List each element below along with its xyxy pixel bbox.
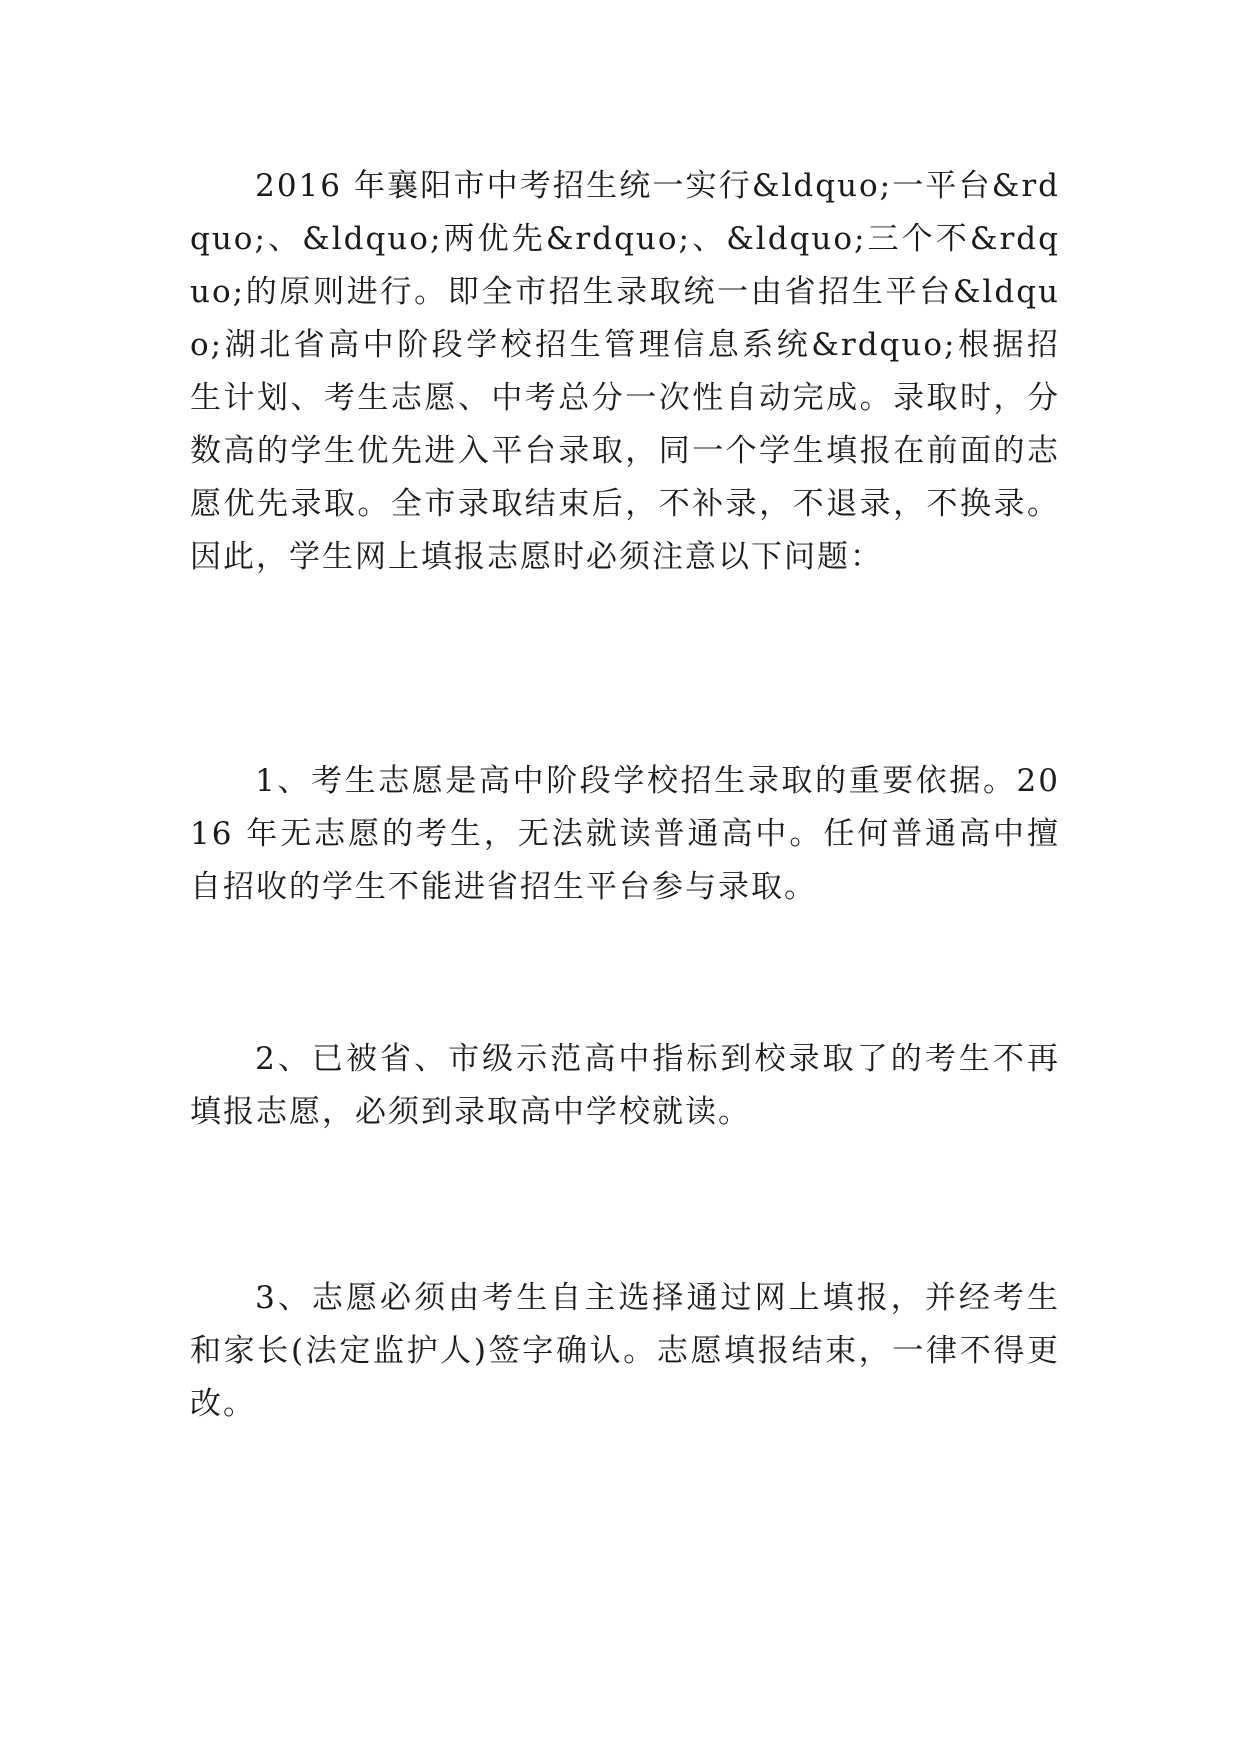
item-1-paragraph: 1、考生志愿是高中阶段学校招生录取的重要依据。2016 年无志愿的考生，无法就读普通高中。任何普通高中擅自招收的学生不能进省招生平台参与录取。 — [190, 763, 1060, 905]
item-2-paragraph: 2、已被省、市级示范高中指标到校录取了的考生不再填报志愿，必须到录取高中学校就读。 — [190, 1041, 1060, 1130]
intro-paragraph: 2016 年襄阳市中考招生统一实行&ldquo;一平台&rdquo;、&ldquo;两优先&rdquo;、&ldquo;三个不&rdquo;的原则进行。即全市招生录取统一由省招生平台&ldquo;湖北省高中阶段学校招生管理信息系统&rdquo;根据招生计划、考生志愿、中考总分一次性自动完成。录取时，分数高的学生优先进入平台录取，同一个学生填报在前面的志愿优先录取。全市录取结束后，不补录，不退录，不换录。因此，学生网上填报志愿时必须注意以下问题： — [190, 168, 1060, 575]
item-3-paragraph: 3、志愿必须由考生自主选择通过网上填报，并经考生和家长(法定监护人)签字确认。志愿填报结束，一律不得更改。 — [190, 1280, 1060, 1422]
